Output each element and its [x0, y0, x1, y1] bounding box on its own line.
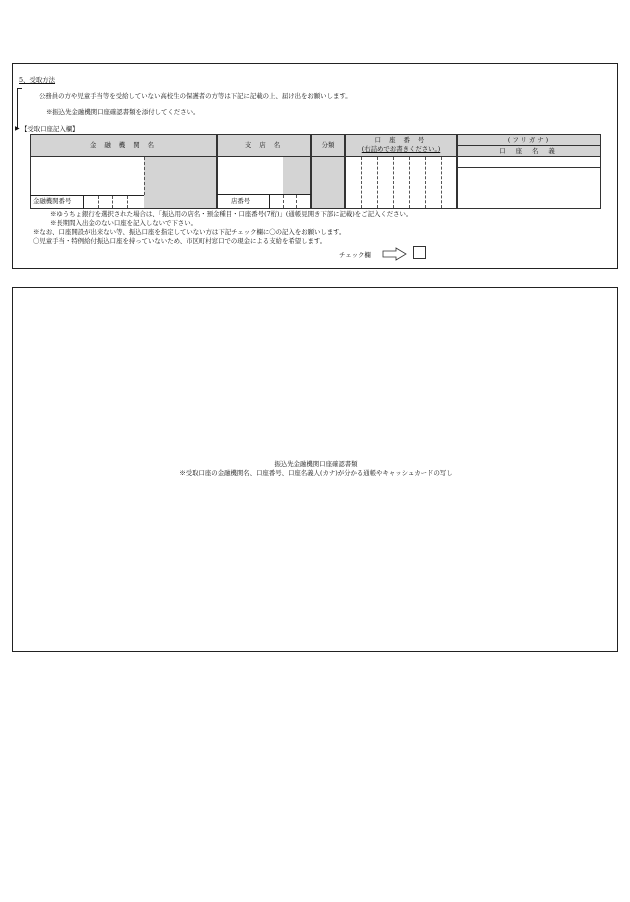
- header-account-number: 口 座 番 号 (右詰めでお書きください。): [345, 134, 457, 157]
- header-branch-name: 支 店 名: [217, 134, 311, 157]
- header-furigana: (フリガナ): [457, 134, 601, 146]
- check-label: チェック欄: [339, 251, 371, 259]
- header-account-holder: 口 座 名 義: [457, 145, 601, 157]
- acct-digit-3: [393, 157, 394, 208]
- instruction-line-2: ※振込先金融機関口座確認書類を添付してください。: [46, 108, 200, 116]
- bank-type-shaded: [144, 157, 216, 208]
- acct-digit-2: [377, 157, 378, 208]
- instruction-line-1: 公務員の方や児童手当等を受給していない高校生の保護者の方等は下記に記載の上、届け出をお願いします。: [39, 92, 352, 100]
- form-label: 【受取口座記入欄】: [21, 125, 79, 133]
- header-bank-name: 金 融 機 関 名: [30, 134, 217, 157]
- bank-code-label: 金融機関番号: [33, 197, 72, 205]
- account-type-input[interactable]: [311, 156, 345, 209]
- acct-digit-1: [361, 157, 362, 208]
- bank-code-digit-1: [98, 196, 99, 208]
- header-account-note: (右詰めでお書きください。): [361, 145, 441, 153]
- attachment-area: [12, 287, 618, 652]
- bank-code-digit-2: [112, 196, 113, 208]
- bank-code-digit-3: [127, 196, 128, 208]
- right-arrow-icon: [382, 247, 408, 261]
- bracket-top: [17, 88, 22, 89]
- acct-digit-6: [441, 157, 442, 208]
- attachment-title: 振込先金融機関口座確認書類: [274, 460, 358, 468]
- receipt-method-section: [12, 63, 618, 269]
- check-box[interactable]: [413, 246, 426, 259]
- attachment-description: ※受取口座の金融機関名、口座番号、口座名義人(カナ)が分かる通帳やキャッシュカードの写し: [179, 469, 453, 477]
- note-no-account: ※なお、口座開設が出来ない等、振込口座を指定していない方は下記チェック欄に〇の記入をお願いします。: [33, 228, 346, 236]
- note-cash-option: 〇児童手当・特例給付振込口座を持っていないため、市区町村窓口での現金による支給を希望します。: [33, 237, 327, 245]
- bank-code-divider: [83, 195, 84, 209]
- branch-code-digit-2: [296, 195, 297, 208]
- branch-code-divider: [269, 194, 270, 209]
- bank-divider: [144, 157, 145, 195]
- branch-code-digit-1: [283, 195, 284, 208]
- branch-code-label: 店番号: [231, 197, 251, 205]
- note-yucho: ※ゆうちょ銀行を選択された場合は、「振込用の店名・預金種目・口座番号(7桁)」(通帳見開き下部に記載)をご記入ください。: [50, 210, 413, 218]
- account-holder-input[interactable]: [457, 167, 601, 209]
- acct-digit-4: [409, 157, 410, 208]
- acct-digit-5: [425, 157, 426, 208]
- bracket-line: [17, 88, 18, 128]
- branch-type-shaded: [283, 157, 310, 194]
- header-type: 分類: [311, 134, 345, 157]
- bracket-arrow-icon: ▶: [15, 125, 20, 132]
- note-dormant: ※長期間入出金のない口座を記入しないで下さい。: [50, 219, 197, 227]
- section-title: 5、受取方法: [19, 76, 56, 84]
